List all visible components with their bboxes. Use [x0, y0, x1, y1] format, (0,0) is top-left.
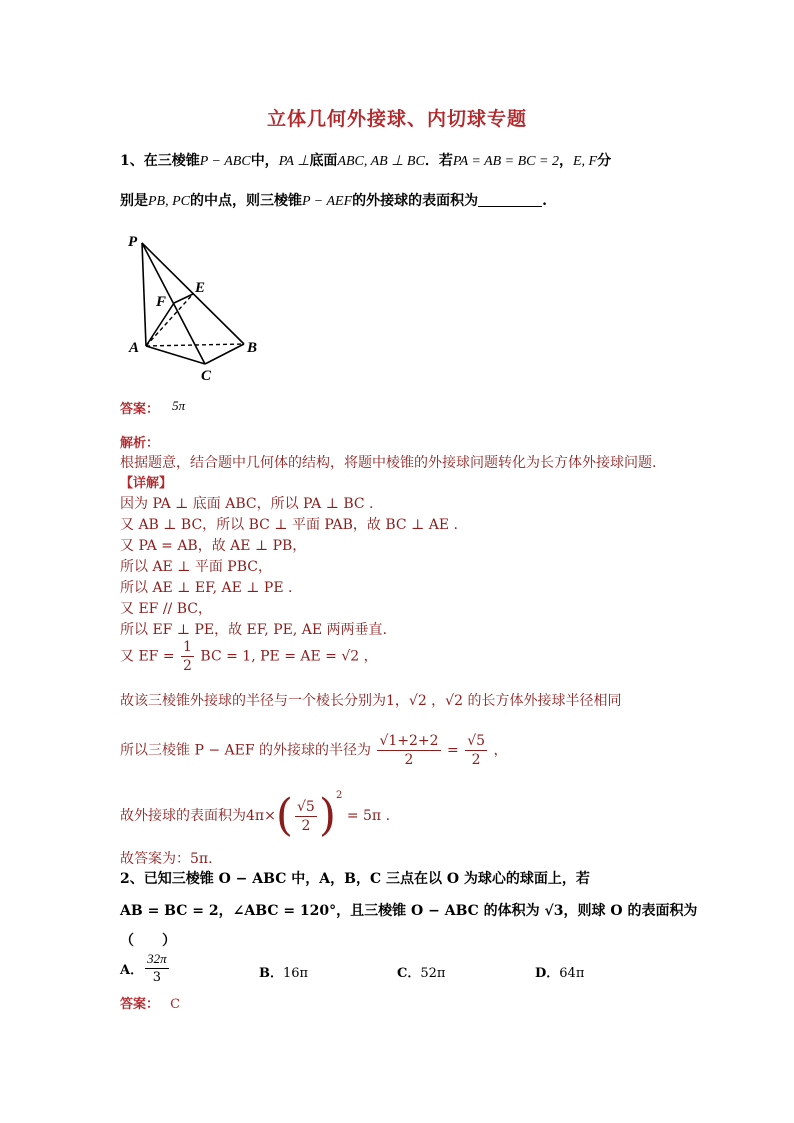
- vertex-label-A: A: [129, 340, 140, 356]
- answer-value: C: [170, 997, 181, 1012]
- step-9: 故该三棱锥外接球的半径与一个棱长分别为1，√2 ，√2 的长方体外接球半径相同: [120, 693, 622, 709]
- question-2-choice-paren: （ ）: [120, 933, 176, 949]
- answer-label: 答案：: [120, 402, 160, 417]
- edge-AE-hidden: [146, 294, 193, 346]
- vertex-label-B: B: [247, 340, 258, 356]
- page-title: 立体几何外接球、内切球专题: [266, 108, 527, 130]
- step-2: 又 AB ⊥ BC，所以 BC ⊥ 平面 PAB，故 BC ⊥ AE .: [120, 517, 458, 533]
- answer-1: [120, 398, 185, 417]
- answer-label: 答案：: [120, 997, 160, 1012]
- fraction-sqrt5-over-2: $\frac{√5}{2}$: [467, 733, 486, 768]
- analysis-label: 解析：: [120, 436, 160, 451]
- question-2-line-1: 2、已知三棱锥 O − ABC 中，A，B，C 三点在以 O 为球心的球面上，若: [120, 871, 590, 887]
- option-B: B．16π: [259, 966, 309, 981]
- question-1-line-1: 1、在三棱锥P − ABC中，PA ⊥底面ABC, AB ⊥ BC．若PA = AB = BC = 2，E, F分: [120, 153, 612, 169]
- option-A-fraction: $\frac{32\pi}{3}$: [147, 951, 167, 985]
- question-1-line-2: 别是PB, PC的中点，则三棱锥P − AEF的外接球的表面积为 .: [120, 193, 548, 209]
- edge-FE: [174, 294, 193, 303]
- option-D: D．64π: [535, 966, 585, 981]
- step-11: 故外接球的表面积为4π×( $\frac{√5}{2}$ )$^2$ = 5π .: [120, 790, 391, 841]
- detail-label: 【详解】: [120, 476, 173, 491]
- step-10: 所以三棱锥 P − AEF 的外接球的半径为 $\frac{√1+2+2}{2}$ = $\frac{√5}{2}$ ，: [120, 733, 508, 768]
- question-2-line-2: AB = BC = 2，∠ABC = 120°，且三棱锥 O − ABC 的体积为 √3，则球 O 的表面积为: [120, 903, 698, 919]
- analysis-text: 根据题意，结合题中几何体的结构，将题中棱锥的外接球问题转化为长方体外接球问题.: [120, 455, 657, 471]
- edge-CB: [205, 344, 244, 364]
- step-4: 所以 AE ⊥ 平面 PBC，: [120, 559, 272, 575]
- vertex-label-E: E: [195, 280, 206, 296]
- step-3: 又 PA = AB，故 AE ⊥ PB，: [120, 538, 307, 554]
- step-1: 因为 PA ⊥ 底面 ABC，所以 PA ⊥ BC .: [120, 496, 374, 512]
- answer-blank: [478, 192, 542, 207]
- answer-2: [120, 993, 180, 1012]
- edge-PA: [142, 243, 146, 346]
- answer-value: 5π: [172, 398, 186, 413]
- vertex-label-P: P: [128, 234, 138, 250]
- fraction-sqrt5-over-2-squared: $\frac{√5}{2}$: [297, 798, 315, 834]
- vertex-label-F: F: [156, 294, 167, 310]
- step-7: 所以 EF ⊥ PE，故 EF, PE, AE 两两垂直.: [120, 622, 387, 638]
- fraction-half: $\frac{1}{2}$: [183, 639, 192, 674]
- fraction-radius: $\frac{√1+2+2}{2}$: [379, 733, 439, 768]
- step-8: 又 EF = $\frac{1}{2}$ BC = 1, PE = AE = √2 ，: [120, 639, 378, 674]
- step-5: 所以 AE ⊥ EF, AE ⊥ PE .: [120, 580, 293, 596]
- step-6: 又 EF // BC，: [120, 601, 212, 617]
- option-A: A． $\frac{32\pi}{3}$: [120, 951, 167, 985]
- vertex-label-C: C: [201, 368, 212, 384]
- question-number: 1、: [120, 153, 144, 169]
- pyramid-figure: [118, 228, 278, 388]
- option-C: C．52π: [397, 966, 446, 981]
- final-answer-1: 故答案为：5π.: [120, 851, 213, 867]
